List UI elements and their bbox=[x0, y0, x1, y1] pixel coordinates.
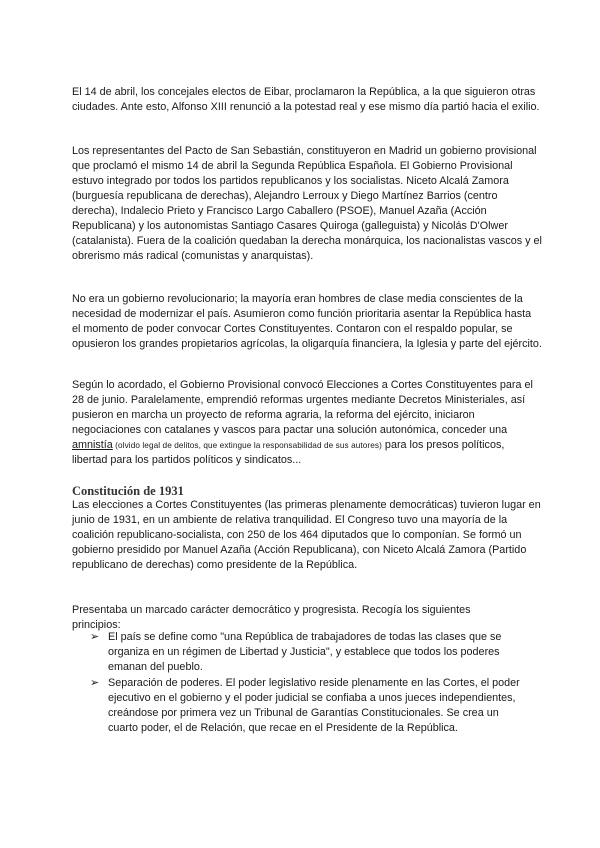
list-item bbox=[90, 676, 530, 736]
list-item bbox=[90, 630, 530, 675]
list-item-text: El país se define como "una República de trabajadores de todas las clases que se organiza en un régimen de Libertad y Justicia", y establece que todos los poderes emanan del pueblo. bbox=[108, 631, 502, 673]
paragraph-elecciones-text: Según lo acordado, el Gobierno Provisional convocó Elecciones a Cortes Constituyentes para el 28 de junio. Paralelamente, emprendió reformas urgentes mediante Decretos Ministeriales, así pusieron en marcha un proyecto de reforma agraria, la reforma del ejército, iniciaron negociaciones con catalanes y vascos para pactar una solución autonómica, conceder una bbox=[72, 379, 533, 436]
paragraph-elecciones bbox=[72, 378, 542, 468]
section-heading-constitucion: Constitución de 1931 bbox=[72, 484, 184, 498]
arrow-bullet-icon: ➢ bbox=[90, 631, 100, 643]
list-item-text: Separación de poderes. El poder legislativo reside plenamente en las Cortes, el poder ejecutivo en el gobierno y el poder judicial se confiaba a unos jueces independientes, creándose por primera vez un Tribunal de Garantías Constitucionales. Se crea un cuarto poder, el de Relación, que recae en el Presidente de la República. bbox=[108, 677, 520, 734]
paragraph-elecciones-cortes: Las elecciones a Cortes Constituyentes (las primeras plenamente democráticas) tuvieron lugar en junio de 1931, en un ambiente de relativa tranquilidad. El Congreso tuvo una mayoría de la coalición republicano-socialista, con 250 de los 464 diputados que lo componían. Se formó un gobierno presidido por Manuel Azaña (Acción Republicana), con Niceto Alcalá Zamora (Partido republicano de derechas) como presidente de la República. bbox=[72, 499, 541, 571]
amnistia-definition: (olvido legal de delitos, que extingue la responsabilidad de sus autores) bbox=[112, 441, 382, 450]
arrow-bullet-icon: ➢ bbox=[90, 677, 100, 689]
paragraph-gobierno-provisional: Los representantes del Pacto de San Sebastián, constituyeron en Madrid un gobierno provisional que proclamó el mismo 14 de abril la Segunda República Española. El Gobierno Provisional estuvo integrado por todos los partidos republicanos y los socialistas. Niceto Alcalá Zamora (burguesía republicana de derechas), Alejandro Lerroux y Diego Martínez Barrios (centro derecha), Indalecio Prieto y Francisco Largo Caballero (PSOE), Manuel Azaña (Acción Republicana) y los autonomistas Santiago Casares Quiroga (galleguista) y Nicolás D'Olwer (catalanista). Fuera de la coalición quedaban la derecha monárquica, los nacionalistas vascos y el obrerismo más radical (comunistas y anarquistas). bbox=[72, 145, 542, 262]
principles-list bbox=[90, 630, 530, 737]
paragraph-elecciones-end: para los presos políticos, libertad para los partidos políticos y sindicatos... bbox=[72, 439, 505, 466]
paragraph-eibar: El 14 de abril, los concejales electos de Eibar, proclamaron la República, a la que siguieron otras ciudades. Ante esto, Alfonso XIII renunció a la potestad real y ese mismo día partió hacia el exilio. bbox=[72, 86, 540, 113]
amnistia-term: amnistía bbox=[72, 439, 113, 451]
paragraph-no-revolucionario: No era un gobierno revolucionario; la mayoría eran hombres de clase media conscientes de la necesidad de modernizar el país. Asumieron como función prioritaria asentar la República hasta el momento de poder convocar Cortes Constituyentes. Contaron con el respaldo popular, se opusieron los grandes propietarios agrícolas, la oligarquía financiera, la Iglesia y parte del ejército. bbox=[72, 293, 542, 350]
paragraph-principios: Presentaba un marcado carácter democrático y progresista. Recogía los siguientes principios: bbox=[72, 604, 471, 631]
